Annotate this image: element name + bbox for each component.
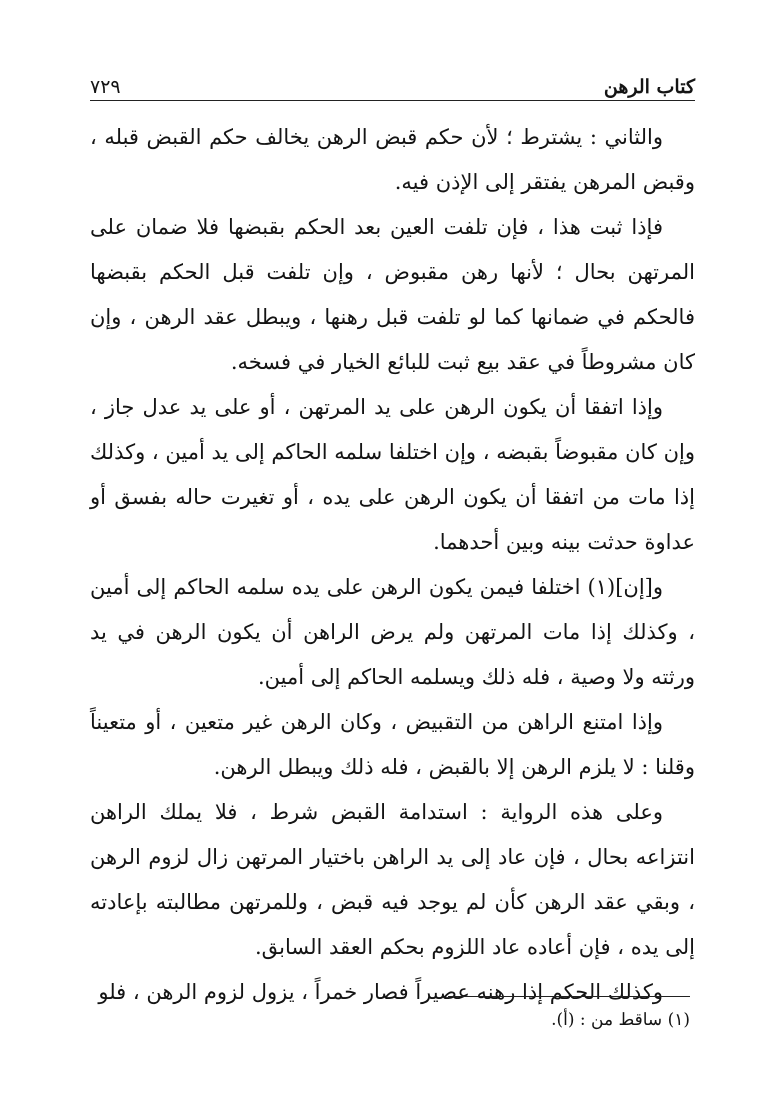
paragraph-4: و[إن](١) اختلفا فيمن يكون الرهن على يده سلمه الحاكم إلى أمين ، وكذلك إذا مات المرتهن ولم يرض الراهن أن يكون الرهن في يد ورثته ولا وصية ، فله ذلك ويسلمه الحاكم إلى أمين. xyxy=(90,575,695,689)
paragraph-3: وإذا اتفقا أن يكون الرهن على يد المرتهن ، أو على يد عدل جاز ، وإن كان مقبوضاً بقبضه ، وإن اختلفا سلمه الحاكم إلى يد أمين ، وكذلك إذا مات من اتفقا أن يكون الرهن على يده ، أو تغيرت حاله بفسق أو عداوة حدثت بينه وبين أحدهما. xyxy=(89,395,695,554)
paragraph-5: وإذا امتنع الراهن من التقبيض ، وكان الرهن غير متعين ، أو متعيناً وقلنا : لا يلزم الرهن إلا بالقبض ، فله ذلك ويبطل الرهن. xyxy=(90,710,695,779)
footnote: (١) ساقط من : (أ). xyxy=(551,1010,690,1030)
page xyxy=(90,70,695,1015)
page-body xyxy=(90,115,695,1015)
paragraph-6: وعلى هذه الرواية : استدامة القبض شرط ، فلا يملك الراهن انتزاعه بحال ، فإن عاد إلى يد الراهن باختيار المرتهن زال لزوم الرهن ، وبقي عقد الرهن كأن لم يوجد فيه قبض ، وللمرتهن مطالبته بإعادته إلى يده ، فإن أعاده عاد اللزوم بحكم العقد السابق. xyxy=(90,800,695,959)
page-number: ٧٢٩ xyxy=(90,76,121,98)
footnote-divider xyxy=(448,996,690,997)
paragraph-2: فإذا ثبت هذا ، فإن تلفت العين بعد الحكم بقبضها فلا ضمان على المرتهن بحال ؛ لأنها رهن مقبوض ، وإن تلفت قبل الحكم بقبضها فالحكم في ضمانها كما لو تلفت قبل رهنها ، ويبطل عقد الرهن ، وإن كان مشروطاً في عقد بيع ثبت للبائع الخيار في فسخه. xyxy=(90,215,695,374)
running-header xyxy=(90,70,695,101)
paragraph-1: والثاني : يشترط ؛ لأن حكم قبض الرهن يخالف حكم القبض قبله ، وقبض المرهن يفتقر إلى الإذن فيه. xyxy=(90,125,695,194)
paragraph-7: وكذلك الحكم إذا رهنه عصيراً فصار خمراً ، يزول لزوم الرهن ، فلو xyxy=(98,980,663,1004)
chapter-title: كتاب الرهن xyxy=(603,76,695,98)
